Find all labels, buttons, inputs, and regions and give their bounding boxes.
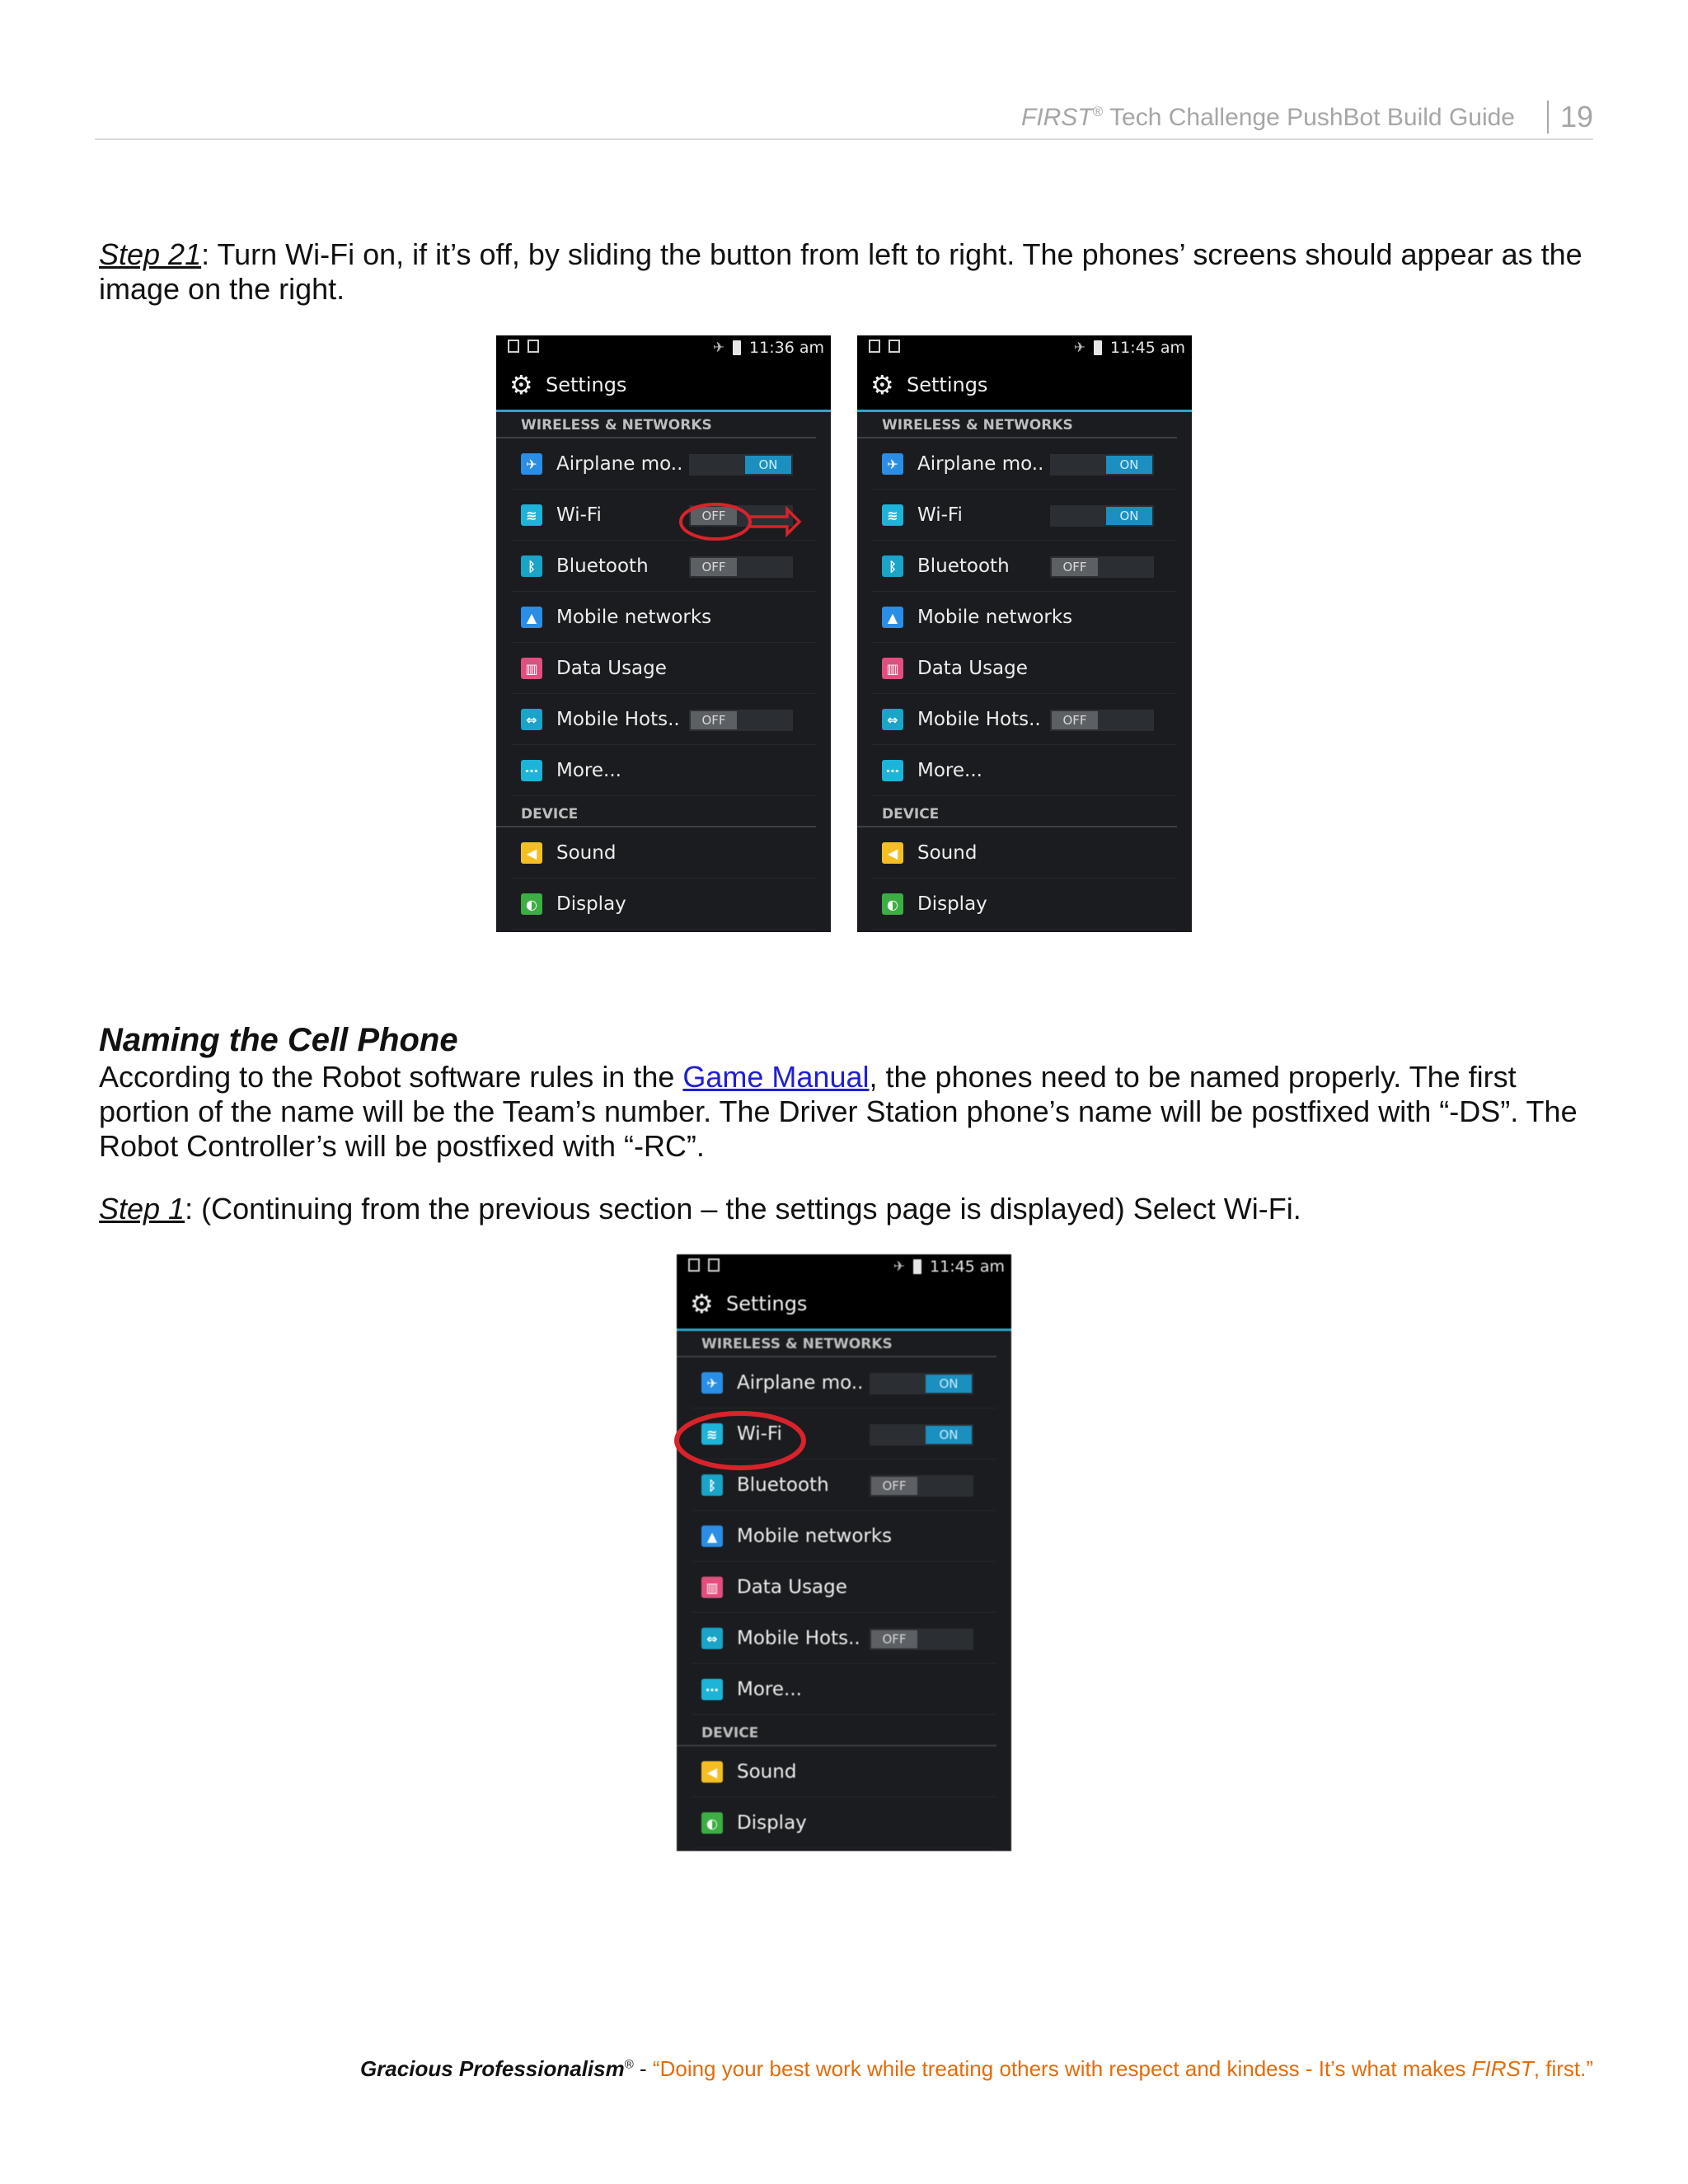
header-title <box>1021 104 1515 132</box>
status-bar-right <box>1074 339 1185 357</box>
status-time: 11:45 am <box>930 1258 1005 1276</box>
page-header <box>95 97 1593 140</box>
page-number: 19 <box>1547 101 1593 134</box>
wifi-icon: ≋ <box>521 504 542 526</box>
settings-title-bar <box>677 1279 1011 1331</box>
step-21-paragraph <box>99 237 1599 307</box>
setting-row-sound[interactable] <box>872 827 1177 879</box>
setting-label: Airplane mo.. <box>556 453 683 475</box>
toggle-switch-bluetooth[interactable] <box>1050 556 1154 578</box>
setting-row-bluetooth[interactable] <box>692 1460 996 1511</box>
toggle-state: OFF <box>1052 558 1098 576</box>
toggle-switch-airplane-mo[interactable] <box>870 1373 973 1394</box>
battery-icon <box>733 340 741 355</box>
setting-row-data-usage[interactable] <box>692 1562 996 1613</box>
naming-text-after-link: , the phones need to be named properly. The first portion of the name will be the Team’s number. The Driver Station phone’s name will be postfixed with “-DS”. The Robot Controller’s will be postfixed with “-RC”. <box>99 1060 1578 1163</box>
setting-row-airplane-mo[interactable] <box>511 438 816 490</box>
setting-label: Sound <box>556 842 617 864</box>
header-title-rest: Tech Challenge PushBot Build Guide <box>1103 104 1515 131</box>
setting-label: Mobile Hots.. <box>737 1628 860 1649</box>
setting-label: Data Usage <box>917 658 1028 679</box>
status-bar <box>677 1254 1011 1279</box>
footer-gp: Gracious Professionalism <box>359 2056 625 2081</box>
page-footer <box>360 2056 1593 2082</box>
data-usage-icon: ▥ <box>521 658 542 679</box>
setting-row-more[interactable] <box>692 1664 996 1715</box>
toggle-state: OFF <box>1052 711 1098 729</box>
more-icon: ⋯ <box>521 760 542 781</box>
toggle-state: ON <box>1106 456 1152 474</box>
toggle-state: OFF <box>871 1630 917 1648</box>
toggle-switch-mobile-hots[interactable] <box>1050 710 1154 731</box>
status-bar <box>857 335 1192 360</box>
category-device: DEVICE <box>677 1720 996 1746</box>
toggle-state: OFF <box>691 507 737 525</box>
settings-title-bar <box>496 360 831 412</box>
toggle-switch-wi-fi[interactable] <box>870 1424 973 1446</box>
step-21-text: : Turn Wi-Fi on, if it’s off, by sliding the button from left to right. The phones’ screens should appear as the image on the right. <box>99 237 1582 306</box>
setting-row-wi-fi[interactable] <box>872 490 1177 541</box>
category-wireless-networks: WIRELESS & NETWORKS <box>857 412 1177 438</box>
setting-label: Mobile networks <box>556 607 712 628</box>
toggle-state: OFF <box>691 558 737 576</box>
setting-label: Airplane mo.. <box>737 1372 864 1394</box>
toggle-state: ON <box>926 1426 972 1444</box>
airplane-mode-status-icon: ✈ <box>712 340 725 356</box>
status-bar <box>496 335 831 360</box>
setting-row-display[interactable] <box>692 1797 996 1849</box>
naming-paragraph <box>99 1060 1599 1164</box>
setting-row-bluetooth[interactable] <box>872 541 1177 592</box>
toggle-state: ON <box>926 1375 972 1393</box>
setting-label: Bluetooth <box>737 1474 829 1496</box>
setting-label: Bluetooth <box>556 555 649 577</box>
setting-label: More... <box>917 760 982 781</box>
toggle-switch-wi-fi[interactable] <box>689 505 793 527</box>
setting-label: Display <box>917 893 987 915</box>
more-icon: ⋯ <box>701 1679 723 1700</box>
setting-row-mobile-networks[interactable] <box>872 592 1177 643</box>
setting-label: Bluetooth <box>917 555 1010 577</box>
setting-label: Airplane mo.. <box>917 453 1044 475</box>
gear-icon: ⚙ <box>509 369 533 401</box>
setting-row-mobile-networks[interactable] <box>692 1511 996 1562</box>
battery-icon <box>1094 340 1102 355</box>
toggle-switch-wi-fi[interactable] <box>1050 505 1154 527</box>
setting-row-wi-fi[interactable] <box>511 490 816 541</box>
toggle-switch-airplane-mo[interactable] <box>689 454 793 476</box>
setting-row-wi-fi[interactable] <box>692 1408 996 1460</box>
status-time: 11:36 am <box>749 339 824 357</box>
step-1-paragraph <box>99 1192 1599 1226</box>
toggle-switch-bluetooth[interactable] <box>870 1475 973 1497</box>
footer-quote-first: FIRST <box>1471 2056 1534 2081</box>
data-usage-icon: ▥ <box>882 658 903 679</box>
hotspot-icon: ⇔ <box>521 709 542 730</box>
notification-icon <box>889 340 900 353</box>
display-icon: ◐ <box>521 893 542 915</box>
toggle-switch-airplane-mo[interactable] <box>1050 454 1154 476</box>
toggle-state: ON <box>1106 507 1152 525</box>
toggle-switch-mobile-hots[interactable] <box>689 710 793 731</box>
more-icon: ⋯ <box>882 760 903 781</box>
settings-title: Settings <box>726 1292 808 1315</box>
setting-label: Wi-Fi <box>737 1423 782 1445</box>
setting-row-data-usage[interactable] <box>872 643 1177 694</box>
setting-row-display[interactable] <box>511 879 816 930</box>
airplane-mode-status-icon: ✈ <box>1073 340 1086 356</box>
bluetooth-icon: ᛒ <box>521 555 542 577</box>
setting-row-sound[interactable] <box>511 827 816 879</box>
display-icon: ◐ <box>701 1812 723 1834</box>
battery-icon <box>913 1259 921 1274</box>
hotspot-icon: ⇔ <box>882 709 903 730</box>
setting-label: Wi-Fi <box>556 504 602 526</box>
status-bar-right <box>893 1258 1005 1276</box>
header-registered-mark: ® <box>1092 104 1104 120</box>
setting-label: Sound <box>737 1761 797 1783</box>
bluetooth-icon: ᛒ <box>701 1474 723 1496</box>
status-bar-notification-icons <box>869 340 900 353</box>
airplane-icon: ✈ <box>521 453 542 475</box>
game-manual-link[interactable]: Game Manual <box>682 1060 870 1094</box>
setting-row-sound[interactable] <box>692 1746 996 1797</box>
hotspot-icon: ⇔ <box>701 1628 723 1649</box>
airplane-icon: ✈ <box>701 1372 723 1394</box>
setting-row-mobile-hots[interactable] <box>511 694 816 745</box>
setting-row-mobile-hots[interactable] <box>692 1613 996 1664</box>
setting-row-bluetooth[interactable] <box>511 541 816 592</box>
settings-title-bar <box>857 360 1192 412</box>
setting-label: Mobile Hots.. <box>917 709 1041 730</box>
sound-icon: ◀ <box>882 842 903 864</box>
footer-quote-after: , first.” <box>1533 2056 1593 2081</box>
setting-label: Mobile networks <box>737 1526 893 1547</box>
setting-label: More... <box>737 1679 802 1700</box>
bluetooth-icon: ᛒ <box>882 555 903 577</box>
settings-title: Settings <box>546 373 627 396</box>
setting-row-mobile-networks[interactable] <box>511 592 816 643</box>
step-1-text: : (Continuing from the previous section – the settings page is displayed) Select Wi-Fi. <box>185 1192 1301 1226</box>
notification-icon <box>708 1258 720 1272</box>
setting-label: Mobile networks <box>917 607 1073 628</box>
footer-dash: - <box>633 2056 653 2081</box>
status-bar-notification-icons <box>688 1258 720 1272</box>
header-first: FIRST <box>1021 104 1093 131</box>
notification-icon <box>688 1258 700 1272</box>
setting-row-airplane-mo[interactable] <box>692 1357 996 1408</box>
sound-icon: ◀ <box>521 842 542 864</box>
toggle-switch-bluetooth[interactable] <box>689 556 793 578</box>
setting-label: Display <box>556 893 626 915</box>
setting-row-more[interactable] <box>511 745 816 796</box>
category-device: DEVICE <box>496 801 816 827</box>
status-bar-right <box>713 339 824 357</box>
airplane-icon: ✈ <box>882 453 903 475</box>
setting-label: Display <box>737 1812 807 1834</box>
setting-label: Sound <box>917 842 978 864</box>
mobile-networks-icon: ▲ <box>521 607 542 628</box>
wifi-icon: ≋ <box>701 1423 723 1445</box>
gear-icon: ⚙ <box>870 369 894 401</box>
status-bar-notification-icons <box>508 340 539 353</box>
footer-registered-mark: ® <box>624 2057 634 2072</box>
phone-screenshot-1 <box>496 335 831 932</box>
status-time: 11:45 am <box>1110 339 1185 357</box>
sound-icon: ◀ <box>701 1761 723 1783</box>
notification-icon <box>528 340 539 353</box>
setting-row-mobile-hots[interactable] <box>872 694 1177 745</box>
wifi-icon: ≋ <box>882 504 903 526</box>
setting-label: Data Usage <box>737 1577 847 1598</box>
category-wireless-networks: WIRELESS & NETWORKS <box>496 412 816 438</box>
airplane-mode-status-icon: ✈ <box>893 1258 906 1275</box>
setting-label: Data Usage <box>556 658 667 679</box>
setting-row-display[interactable] <box>872 879 1177 930</box>
data-usage-icon: ▥ <box>701 1577 723 1598</box>
category-device: DEVICE <box>857 801 1177 827</box>
toggle-state: OFF <box>871 1477 917 1495</box>
mobile-networks-icon: ▲ <box>882 607 903 628</box>
section-heading: Naming the Cell Phone <box>99 1022 458 1058</box>
setting-row-data-usage[interactable] <box>511 643 816 694</box>
mobile-networks-icon: ▲ <box>701 1526 723 1547</box>
notification-icon <box>508 340 519 353</box>
gear-icon: ⚙ <box>690 1288 714 1319</box>
phone-screenshot-3 <box>677 1254 1011 1851</box>
setting-label: Mobile Hots.. <box>556 709 680 730</box>
setting-row-airplane-mo[interactable] <box>872 438 1177 490</box>
naming-text-before-link: According to the Robot software rules in the <box>99 1060 683 1094</box>
setting-row-more[interactable] <box>872 745 1177 796</box>
footer-quote-before: “Doing your best work while treating others with respect and kindess - It’s what makes <box>652 2056 1472 2081</box>
category-wireless-networks: WIRELESS & NETWORKS <box>677 1331 996 1357</box>
display-icon: ◐ <box>882 893 903 915</box>
setting-label: More... <box>556 760 621 781</box>
setting-label: Wi-Fi <box>917 504 963 526</box>
toggle-switch-mobile-hots[interactable] <box>870 1629 973 1650</box>
settings-title: Settings <box>907 373 988 396</box>
phone-screenshot-2 <box>857 335 1192 932</box>
step-1-label: Step 1 <box>99 1192 185 1226</box>
notification-icon <box>869 340 880 353</box>
footer-quote <box>653 2056 1593 2081</box>
toggle-state: ON <box>745 456 791 474</box>
toggle-state: OFF <box>691 711 737 729</box>
step-21-label: Step 21 <box>99 237 202 271</box>
